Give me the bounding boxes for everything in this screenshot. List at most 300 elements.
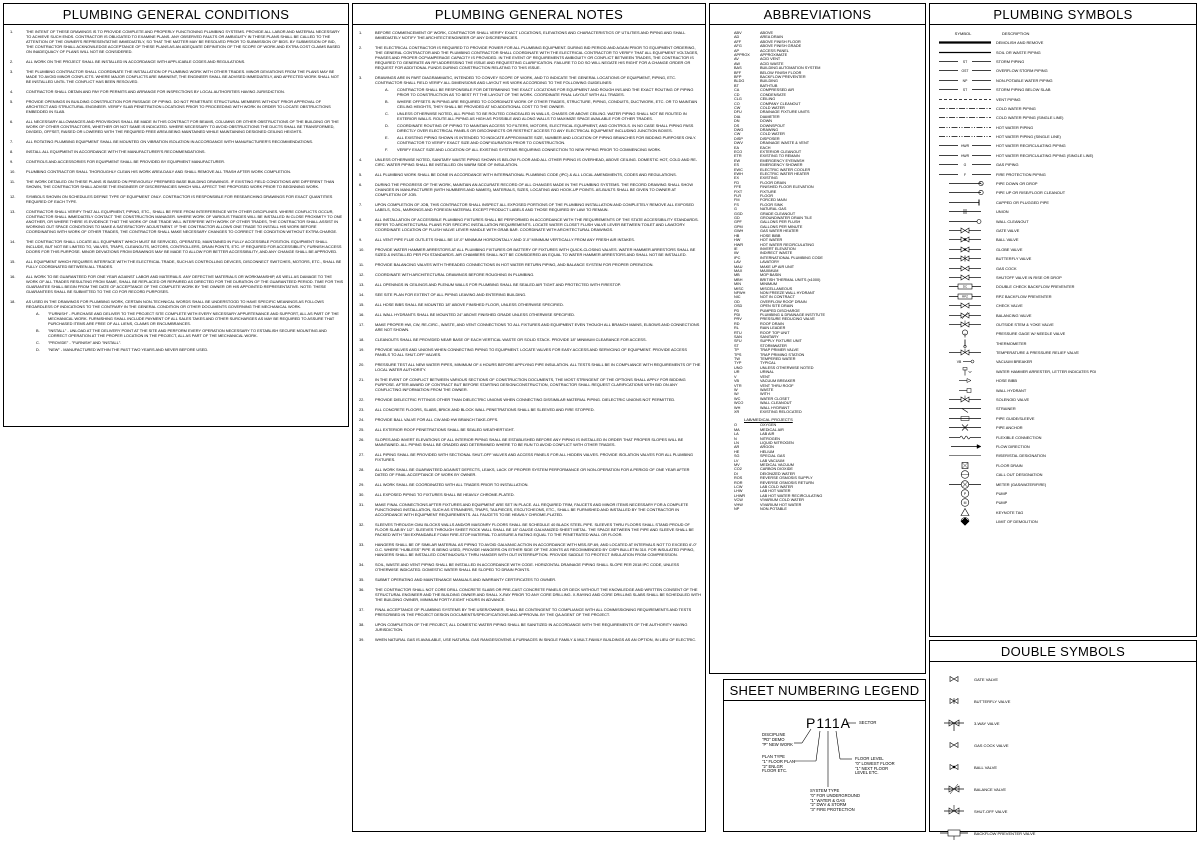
symbol-description: HOSE BIBB <box>996 378 1017 384</box>
note-number: 12. <box>359 272 365 277</box>
note-text: PROVIDE BALL VALVE FOR ALL CW AND HW BRANCH TAKE-OFFS. <box>375 417 499 422</box>
abbreviation-meaning: ACCESS PANEL <box>760 48 789 53</box>
abbreviation-meaning: CEILING <box>760 97 776 102</box>
abbreviation-meaning: DOWNSPOUT <box>760 123 786 128</box>
symbol-description: HOT WATER RECIRCULATING PIPING <box>996 143 1066 149</box>
general-notes-list <box>353 25 705 642</box>
abbreviation-meaning: TEMPERED WATER <box>760 357 796 362</box>
svg-text:HWR: HWR <box>960 153 970 158</box>
abbreviation-key: MV <box>734 463 740 467</box>
symbol-row <box>930 479 1196 488</box>
legend-line: LEVEL ETC. <box>855 770 879 776</box>
double-symbol-glyph <box>934 780 974 798</box>
note-text: WHEN NATURAL GAS IS AVAILABLE, USE NATURAL GAS RANGES/OVENS & FURNACES IN SINGLE FAMILY & MULT-FAMILY BUILDINGS AS AN OPTION, IN LIEU OF ELECTRIC. <box>375 637 697 642</box>
symbol-description: COLD WATER PIPING (SINGLE LINE) <box>996 115 1064 121</box>
wha-symbol-icon <box>935 367 995 376</box>
symbol-description: BALL VALVE <box>996 237 1019 243</box>
symbol-description: STORM PIPING <box>996 58 1025 64</box>
note-text: THE ELECTRICAL CONTRACTOR IS REQUIRED TO PROVIDE POWER FOR ALL PLUMBING EQUIPMENT. DURING BID PERIOD AND AGAIN PRIOR TO EQUIPMENT ORDERING, THE GENERAL CONTRACTOR AND THE PLUMBING CONTRACTOR SHALL COORDINATE WITH THE ELECTRICAL CONTRACTOR TO VERIFY THAT ALL EQUIPMENT VOLTAGES, PHASES AND PROPER OCP/AMPERAGE CAPACITY IS PROVIDED. IN THE EVENT OF REQUIREMENTS AMBIGUITY OR CONFLICT BETWEEN TRADES, THE CONTRACTOR IS REQUIRED TO GENERATE AN RFI ADDRESSING THE ISSUE AND REQUESTING CLARIFICATION. FAILURE TO DO SO WILL NEGATE HIS RIGHT FOR A CHANGE ORDER OR REQUEST FOR ADDITIONAL FUNDS DURING CONSTRUCTION RELATING TO THIS ISSUE. <box>375 45 699 70</box>
abbreviation-meaning: FORCED MAIN <box>760 198 787 203</box>
condition-item <box>8 159 344 164</box>
symbol-description: DOUBLE CHECK BACKFLOW PREVENTER <box>996 284 1075 290</box>
symbol-row <box>930 179 1196 188</box>
double-symbols-panel <box>929 640 1197 836</box>
symbol-row <box>930 151 1196 160</box>
abbreviation-key: VB <box>734 379 740 384</box>
note-item <box>357 587 701 602</box>
condition-text: PLUMBING CONTRACTOR SHALL THOROUGHLY CLEAN HIS WORK AREA DAILY AND SHALL REMOVE ALL TRASH AFTER WORK COMPLETION. <box>26 169 291 174</box>
solid-symbol-icon <box>935 48 995 57</box>
note-item <box>357 452 701 462</box>
note-item <box>357 482 701 487</box>
np-symbol-icon <box>935 76 995 85</box>
condition-item <box>8 69 344 84</box>
note-number: 31. <box>359 502 365 507</box>
symbol-glyph <box>934 414 996 423</box>
symbol-glyph <box>934 292 996 301</box>
condition-text: CONTRACTOR SHALL OBTAIN AND PAY FOR PERMITS AND ARRANGE FOR INSPECTIONS BY LOCAL AUTHORITIES HAVING JURISDICTION. <box>26 89 285 94</box>
abbreviation-meaning: ACID WASTE <box>760 61 784 66</box>
abbreviation-meaning: RAIN LEADER <box>760 326 786 331</box>
condition-number: 8. <box>10 149 14 154</box>
condition-item <box>8 29 344 54</box>
symbol-glyph <box>934 170 996 179</box>
svg-text:RPZ: RPZ <box>962 294 968 299</box>
abbreviation-meaning: GROUNDWATER DRAIN TILE <box>760 216 813 221</box>
note-sub-letter: C. <box>385 111 389 116</box>
lab-projects-heading: LAB/MEDICAL PROJECTS <box>744 417 793 423</box>
legend-line: SYSTEM TYPE <box>810 788 840 793</box>
abbreviation-key: OSD <box>734 304 743 309</box>
legend-line: FLOOR ETC. <box>762 768 788 774</box>
note-text: ALL VENT PIPE FLUE OUTLETS SHALL BE 10'-0" MINIMUM HORIZONTALLY AND 3'-0" MINIMUM VERTICALLY FROM ANY FRESH AIR INTAKES. <box>375 237 635 242</box>
symbol-row <box>930 385 1196 394</box>
abbreviation-key: RD <box>734 321 740 326</box>
abbreviation-key: LHWR <box>734 493 746 498</box>
abbreviation-key: AW <box>734 61 740 66</box>
condition-number: 11. <box>10 179 16 184</box>
note-item <box>357 437 701 447</box>
symbol-row <box>930 94 1196 103</box>
double-symbol-glyph <box>934 758 974 776</box>
condition-sub-list <box>26 311 344 352</box>
abbreviation-meaning: MAXIMUM <box>760 268 779 273</box>
condition-text: SYMBOLS SHOWN ON SCHEDULES DEFINE TYPE OF EQUIPMENT ONLY. CONTRACTOR IS RESPONSIBLE FOR RESEARCHING DRAWINGS FOR EXACT QUANTITIES REQUIRED OF EACH TYPE. <box>26 194 333 204</box>
symbol-description: METER (GAS/WATER/FIRE) <box>996 481 1047 487</box>
note-number: 24. <box>359 417 365 422</box>
note-item <box>357 542 701 557</box>
abbreviation-meaning: URINAL <box>760 370 774 375</box>
abbreviation-key: DFU <box>734 110 742 115</box>
double-symbol-row <box>930 822 1196 844</box>
abbreviation-key: ROR <box>734 480 743 485</box>
abbreviation-meaning: TRAP PRIMER VALVE <box>760 348 799 353</box>
symbol-description: KEYNOTE TAG <box>996 509 1024 515</box>
abbreviation-meaning: ELECTRIC WATER COOLER <box>760 167 811 172</box>
condition-text: THE CONTRACTOR SHALL LOCATE ALL EQUIPMENT WHICH MUST BE SERVICED, OPERATED, MAINTAINED IN FULLY ACCESSIBLE POSITION. EQUIPMENT SHALL INCLUDE, BUT NOT BE LIMITED TO, VALVES, TRAPS, CLEANOUTS, MOTORS, CONTROLLERS, DRAIN POINTS, ETC. IF REQUIRED FOR ACCESSIBILITY, FURNISH ACCESS DOORS FOR THIS PURPOSE. MINOR DEVIATIONS FROM DRAWINGS MAY BE MADE TO ALLOW FOR BETTER ACCESSIBILITY, AND ANY CHANGE SHALL BE APPROVED. <box>26 239 342 254</box>
abbreviation-meaning: BRITISH THERMAL UNITS (x1000) <box>760 277 821 282</box>
note-text: ALL EXPOSED PIPING TO FIXTURES SHALL BE HEAVILY CHROME-PLATED. <box>375 492 515 497</box>
double-symbol-row <box>930 756 1196 778</box>
ost-symbol-icon <box>935 66 995 75</box>
abbreviation-key: CO2 <box>734 467 742 472</box>
note-text: PROVIDE DIELECTRIC FITTINGS OTHER THAN DIELECTRIC UNIONS WHEN CONNECTING DISSIMILAR MATERIAL PIPING. DIELECTRIC UNIONS NOT PERMITTED. <box>375 397 676 402</box>
abbreviation-key: MISC <box>734 286 744 291</box>
general-conditions-list <box>4 25 348 352</box>
double-symbol-glyph <box>934 736 974 754</box>
note-item <box>357 337 701 342</box>
symbol-glyph <box>934 348 996 357</box>
abbreviation-key: AR <box>734 445 740 450</box>
double-symbol-description: GATE VALVE <box>974 676 999 682</box>
condition-sub-text: "NEW" - MANUFACTURED WITHIN THE PAST TWO YEARS AND NEVER BEFORE USED. <box>48 347 209 352</box>
abbreviation-meaning: DISPOSER <box>760 136 780 141</box>
note-item <box>357 237 701 242</box>
st-symbol-icon <box>935 57 995 66</box>
double-symbol-glyph <box>934 670 974 688</box>
symbol-glyph <box>934 235 996 244</box>
note-number: 13. <box>359 282 365 287</box>
abbreviation-key: CO <box>734 101 740 106</box>
abbreviation-key: RTU <box>734 330 742 335</box>
abbreviation-meaning: APPROXIMATE <box>760 53 788 58</box>
svg-text:VB: VB <box>956 360 962 365</box>
abbreviation-row <box>734 507 921 511</box>
abbreviation-meaning: EMERGENCY SHOWER <box>760 163 803 168</box>
symbol-description: PUMP <box>996 500 1008 506</box>
symbol-description: THERMOMETER <box>996 340 1027 346</box>
note-item <box>357 302 701 307</box>
note-text: PROVIDE VALVES AND UNIONS WHEN CONNECTING PIPING TO EQUIPMENT. LOCATE VALVES FOR EASY ACCESS AND SERVICING OF EQUIPMENT. PROVIDE ACCESS PANELS TO ALL SHUT-OFF VALVES. <box>375 347 687 357</box>
abbreviation-meaning: PLUMBING & DRAINAGE INSTITUTE <box>760 313 825 317</box>
gate-symbol-icon <box>936 670 972 688</box>
symbol-glyph <box>934 123 996 132</box>
dash-symbol-icon <box>935 95 995 104</box>
abbreviation-meaning: BUILDING <box>760 79 778 84</box>
hb-symbol-icon <box>935 376 995 385</box>
note-text: ALL OPENINGS IN CEILINGS AND PLENUM WALLS FOR PLUMBING SHALL BE SEALED AIR TIGHT AND PROTECTED WITH FIRESTOP. <box>375 282 621 287</box>
abbreviation-key: AP <box>734 48 740 53</box>
abbreviation-key: MIN <box>734 282 741 287</box>
note-number: 21. <box>359 377 365 382</box>
condition-text: PROVIDE OPENINGS IN BUILDING CONSTRUCTION FOR PASSAGE OF PIPING. DO NOT PENETRATE STRUCTURAL MEMBERS WITHOUT PRIOR APPROVAL OF ARCHITECT AND STRUCTURAL ENGINEER. VERIFY SLAB PENETRATION LOCATIONS PRIOR TO PROCEEDING WITH WORK IN ORDER TO LOCATE OBSTRUCTIONS EMBEDDED IN SLAB. <box>26 99 331 114</box>
symbol-glyph <box>934 57 996 66</box>
note-text: ALL WALL HYDRANTS SHALL BE MOUNTED 24" ABOVE FINISHED GRADE UNLESS OTHERWISE SPECIFIED. <box>375 312 576 317</box>
symbol-description: PIPE ANCHOR <box>996 425 1023 431</box>
globe-symbol-icon <box>935 245 995 254</box>
abbreviation-meaning: LIQUID NITROGEN <box>760 440 794 445</box>
abbreviation-meaning: BATHTUB <box>760 83 778 88</box>
note-sub-item <box>385 135 701 145</box>
symbol-glyph <box>934 404 996 413</box>
abbreviation-key: AFG <box>734 44 742 49</box>
note-number: 7. <box>359 202 363 207</box>
double-symbol-description: BALANCE VALVE <box>974 786 1007 792</box>
legend-plan-type <box>762 755 795 774</box>
symbol-glyph <box>934 508 996 517</box>
abbreviation-key: DWV <box>734 141 743 146</box>
abbreviation-key: XR <box>734 409 740 414</box>
note-text: ALL PLUMBING WORK SHALL BE DONE IN ACCORDANCE WITH INTERNATIONAL PLUMBING CODE (IPC) & ALL LOCAL AMENDMENTS, CODES AND REGULATIONS. <box>375 172 677 177</box>
symbol-glyph <box>934 470 996 479</box>
symbol-glyph <box>934 38 996 47</box>
abbreviation-key: VHW <box>734 502 743 507</box>
condition-text: CONTROLS AND ACCESSORIES FOR EQUIPMENT SHALL BE PROVIDED BY EQUIPMENT MANUFACTURER. <box>26 159 225 164</box>
abbreviation-meaning: COMPANY CLEANOUT <box>760 101 801 106</box>
note-item <box>357 30 701 40</box>
note-sub-text: UNLESS OTHERWISE NOTED, ALL PIPING TO BE ROUTED CONCEALED IN WALLS, CHASES OR ABOVE CEILING. WATER PIPING SHALL NOT BE ROUTED IN EXTERIOR WALLS. ROUTE ALL PIPING AS HIGH AS POSSIBLE AND ALONG WALLS TO MAXIMIZE SPACE AVAILABLE FOR OTHER TRADES. <box>397 111 687 121</box>
symbol-glyph <box>934 104 996 113</box>
condition-number: 7. <box>10 139 14 144</box>
note-item <box>357 362 701 372</box>
abbreviation-meaning: MOP BASIN <box>760 273 782 278</box>
symbol-description: OUTSIDE STEM & YOKE VALVE <box>996 321 1054 327</box>
abbreviation-meaning: MAKE UP AIR UNIT <box>760 264 795 269</box>
double-symbol-glyph <box>934 824 974 842</box>
symbol-description: OVERFLOW STORM PIPING <box>996 68 1048 74</box>
note-item <box>357 262 701 267</box>
note-number: 39. <box>359 637 365 642</box>
note-text: ALL INSTALLATION OF ACCESSIBLE PLUMBING FIXTURES SHALL BE PERFORMED IN ACCORDANCE WITH THE REQUIREMENTS OF THE STATE ACCESSIBILITY STANDARDS. REFER TO ARCHITECTURAL PLANS FOR SPECIFIC INSTALLATION REQUIREMENTS. LOCATE WATER CLOSET FLUSH VALVE LEVER BETWEEN TOILET AND LAVATORY. COORDINATE LOCATION OF FLUSH VALVE LEVER HANDLE WITH GRAB BAR. COORDINATE WITH ARCHITECTURAL DRAWINGS. <box>375 217 699 232</box>
abbreviation-meaning: LAB HOT WATER RECIRCULATING <box>760 493 823 498</box>
note-number: 20. <box>359 362 365 367</box>
abbreviation-meaning: NON FREEZE WALL HYDRANT <box>760 290 815 295</box>
abbreviation-key: V <box>734 374 737 379</box>
general-conditions-panel <box>3 3 349 427</box>
abbreviation-meaning: DEIONIZED WATER <box>760 471 796 476</box>
abbreviation-key: MBH <box>734 277 743 282</box>
symbol-row <box>930 451 1196 460</box>
symbol-description: WALL CLEANOUT <box>996 218 1029 224</box>
abbreviation-meaning: ROOF DRAIN <box>760 321 784 326</box>
legend-line: "0" FOR UNDERGROUND <box>810 792 860 798</box>
abbreviation-key: FM <box>734 198 740 203</box>
abbreviation-meaning: EXISTING RELOCATED <box>760 409 802 414</box>
note-sub-item <box>385 87 701 97</box>
g-symbol-icon <box>935 160 995 169</box>
symbol-row <box>930 38 1196 47</box>
abbreviation-key: ES <box>734 163 740 168</box>
sheet-numbering-legend-panel <box>723 679 926 832</box>
abbreviation-meaning: DIAMETER <box>760 114 780 119</box>
condition-text: INSTALL ALL EQUIPMENT IN ACCORDANCE WITH THE MANUFACTURER'S RECOMMENDATIONS. <box>26 149 206 154</box>
abbreviation-meaning: EMERGENCY EYEWASH <box>760 158 805 163</box>
condition-item <box>8 119 344 134</box>
double-symbols-title: DOUBLE SYMBOLS <box>930 641 1196 662</box>
hwr-symbol-icon <box>935 141 995 150</box>
condition-number: 16. <box>10 274 16 279</box>
abbreviation-key: HWR <box>734 242 744 247</box>
abbreviation-meaning: OVERFLOW ROOF DRAIN <box>760 299 807 304</box>
note-text: ALL CONCRETE FLOORS, SLABS, BRICK AND BLOCK WALL PENETRATIONS SHALL BE SLEEVED AND FIRE STOPPED. <box>375 407 595 412</box>
note-number: 14. <box>359 292 365 297</box>
symbol-glyph <box>934 254 996 263</box>
abbreviation-key: ABV <box>734 31 742 35</box>
note-sub-text: VERIFY EXACT SIZE AND LOCATION OF ALL EXISTING SYSTEMS REQUIRING CONNECTION TO NEW PIPING PRIOR TO COMMENCING WORK. <box>397 147 662 152</box>
abbreviation-key: TW <box>734 357 740 362</box>
symbol-glyph <box>934 329 996 338</box>
note-text: MAKE FINAL CONNECTIONS AFTER FIXTURES AND EQUIPMENT ARE SET IN PLACE. ALL REQUIRED TRIM, FAUCETS AND MINOR ITEMS NECESSARY FOR A COMPLETE FUNCTIONING INSTALLATION, SUCH AS STRAINERS, TRAPS, TAILPIECES, ESCUTCHEONS, ETC., SHALL BE FURNISHED AND INSTALLED BY THE CONTRACTOR IN ACCORDANCE WITH EQUIPMENT REQUIREMENTS. ALL FAUCETS TO BE HEAVILY CHROME-PLATED. <box>375 502 689 517</box>
symbol-glyph <box>934 498 996 507</box>
symbol-row <box>930 423 1196 432</box>
abbreviation-meaning: WALL HYDRANT <box>760 405 790 410</box>
abbreviation-meaning: WITH <box>760 392 770 397</box>
note-sub-letter: B. <box>385 99 389 104</box>
abbreviation-key: TP <box>734 348 739 353</box>
abbreviation-key: BT <box>734 83 739 88</box>
legend-line: DISCIPLINE <box>762 732 786 737</box>
abbreviation-key: PDI <box>734 313 741 317</box>
note-number: 15. <box>359 302 365 307</box>
condition-text: THE WORK DETAILED ON THESE PLANS IS BASED ON PREVIOUSLY PREPARED BASE BUILDING DRAWINGS. IF EXISTING FIELD CONDITIONS ARE DIFFERENT THAN SHOWN, THE CONTRACTOR SHALL ADVISE THE ENGINEER OF DISCREPANCIES WHICH WILL AFFECT THE PROPOSED WORK PRIOR TO BEGINNING WORK. <box>26 179 335 189</box>
abbreviation-meaning: WASTE <box>760 387 774 392</box>
abbreviation-key: CW <box>734 105 741 110</box>
note-item <box>357 272 701 277</box>
symbol-glyph <box>934 85 996 94</box>
abbreviation-meaning: BELOW FINISH FLOOR <box>760 70 802 75</box>
note-text: ALL WORK SHALL BE GUARANTEED AGAINST DEFECTS, LEAKS, LACK OF PROPER SYSTEM PERFORMANCE OR NON-OPERATION FOR A PERIOD OF ONE YEAR AFTER DATED OF FINAL ACCEPTANCE OF WORK BY OWNER. <box>375 467 690 477</box>
abbreviation-meaning: FLOOR DRAIN <box>760 180 786 185</box>
symbol-description: LIMIT OF DEMOLITION <box>996 519 1038 525</box>
abbreviation-key: WC <box>734 396 741 401</box>
note-number: 27. <box>359 452 365 457</box>
symbol-description: VENT PIPING <box>996 96 1021 102</box>
note-number: 25. <box>359 427 365 432</box>
symbol-glyph <box>934 339 996 348</box>
symbol-row <box>930 292 1196 301</box>
abbreviation-key: LAV <box>734 260 741 265</box>
symbol-description: PIPE GUIDE/SLEEVE <box>996 415 1035 421</box>
abbreviation-meaning: FLOOR SINK <box>760 202 783 207</box>
abbreviation-key: EA <box>734 145 740 150</box>
condition-sub-letter: B. <box>36 328 40 333</box>
symbol-glyph <box>934 95 996 104</box>
symbol-description: SOIL OR WASTE PIPING <box>996 49 1041 55</box>
condition-item <box>8 139 344 144</box>
abbreviation-meaning: LAB VACUUM <box>760 458 785 463</box>
note-text: SLOPES AND INVERT ELEVATIONS OF ALL INTERIOR PIPING SHALL BE ESTABLISHED BEFORE ANY PIPING IS INSTALLED IN ORDER THAT PROPER SLOPES WILL BE MAINTAINED. ALL PIPING SHALL BE GRADED AND DETERMINED WHERE TO BE RUN TO AVOID CONFLICT WITH OTHER TRADES. <box>375 437 684 447</box>
abbreviation-meaning: MEDICAL VACUUM <box>760 463 794 467</box>
svg-text:NP: NP <box>962 78 968 83</box>
abbreviation-meaning: ACID VENT <box>760 57 781 62</box>
ball-symbol-icon <box>936 758 972 776</box>
condition-number: 9. <box>10 159 14 164</box>
abbreviation-meaning: EXISTING <box>760 176 778 181</box>
abbreviation-meaning: DRAINAGE WASTE & VENT <box>760 141 810 146</box>
note-item <box>357 577 701 582</box>
abbreviation-meaning: VENT <box>760 374 771 379</box>
abbreviation-meaning: TRAP PRIMING STATION <box>760 352 805 357</box>
symbol-row <box>930 273 1196 282</box>
condition-number: 6. <box>10 119 14 124</box>
symbol-glyph <box>934 217 996 226</box>
double-symbol-row <box>930 668 1196 690</box>
symbol-description: RISER/STAL DESIGNATION <box>996 453 1046 459</box>
symbol-row <box>930 132 1196 141</box>
note-number: 10. <box>359 247 365 252</box>
abbreviation-meaning: GAS WATER HEATER <box>760 229 799 234</box>
dcbp-symbol-icon <box>935 282 995 291</box>
double-symbol-glyph <box>934 714 974 732</box>
abbreviation-key: MAX <box>734 268 743 273</box>
note-number: 28. <box>359 467 365 472</box>
symbol-row <box>930 254 1196 263</box>
note-item <box>357 282 701 287</box>
abbreviation-key: G <box>734 207 737 212</box>
abbreviation-meaning: FLOOR <box>760 194 774 199</box>
symbol-glyph <box>934 264 996 273</box>
svg-text:ST: ST <box>962 59 968 64</box>
note-number: 8. <box>359 217 363 222</box>
symbol-row <box>930 461 1196 470</box>
note-text: FINAL ACCEPTANCE OF PLUMBING SYSTEMS BY THE USER/OWNER, SHALL BE CONTINGENT TO COMPLIANCE WITH ALL COMMISSIONING REQUIREMENTS AND TESTS PRESCRIBED IN THE PROJECT DESIGN DOCUMENTS/SPECIFICATIONS AND APPROVAL BY THE QA AGENT OF THE PROJECT. <box>375 607 692 617</box>
condition-item <box>8 194 344 204</box>
abbreviation-key: GPM <box>734 224 743 229</box>
symbol-row <box>930 207 1196 216</box>
symbol-description: FLEXIBLE CONNECTION <box>996 434 1042 440</box>
note-item <box>357 292 701 297</box>
note-number: 26. <box>359 437 365 442</box>
symbol-description: SHUTOFF VALVE IN RISE OR DROP <box>996 274 1062 280</box>
abbreviation-key: FLR <box>734 194 742 199</box>
abbreviation-key: BLDG <box>734 79 745 84</box>
abbreviation-key: AV <box>734 57 739 62</box>
double-symbol-glyph <box>934 802 974 820</box>
svg-text:ST: ST <box>962 87 968 92</box>
strainer-symbol-icon <box>935 404 995 413</box>
condition-sub-letter: A. <box>36 311 40 316</box>
note-number: 16. <box>359 312 365 317</box>
abbreviation-meaning: NATURAL GAS <box>760 207 787 212</box>
legend-sector: SECTOR <box>859 720 877 725</box>
abbreviation-key: LCW <box>734 485 743 490</box>
note-sub-letter: D. <box>385 123 389 128</box>
dashdot-symbol-icon <box>935 113 995 122</box>
legend-line: "2" ENLGR <box>762 763 783 769</box>
legend-line: FLOOR LEVEL <box>855 756 884 761</box>
abbreviation-key: MB <box>734 273 740 278</box>
symbol-glyph <box>934 367 996 376</box>
note-item <box>357 247 701 257</box>
symbol-row <box>930 160 1196 169</box>
symbol-glyph <box>934 188 996 197</box>
condition-item <box>8 149 344 154</box>
symbol-row <box>930 216 1196 225</box>
abbreviation-key: WCO <box>734 401 744 406</box>
abbreviation-meaning: ABOVE <box>760 31 774 35</box>
abbreviation-meaning: WALL CLEANOUT <box>760 401 792 406</box>
note-text: IN THE EVENT OF CONFLICT BETWEEN VARIOUS SECTIONS OF CONSTRUCTION DOCUMENTS, THE MOST STRINGENT OF THE OPTIONS SHALL APPLY FOR BIDDING PURPOSE. AFTER AWARD OF CONTRACT BUT BEFORE STARTING DESIGN/CONSTRUCTION, CONTRACTOR SHALL REQUEST CLARIFICATIONS WITH BID ON ANY CONFLICTING INFORMATION FROM THE OWNER. <box>375 377 686 392</box>
3way-symbol-icon <box>936 714 972 732</box>
abbreviation-meaning: GALLONS PER MINUTE <box>760 224 803 229</box>
abbreviation-key: CA <box>734 88 740 93</box>
double-symbol-row <box>930 690 1196 712</box>
condition-sub-item <box>36 311 344 326</box>
abbreviation-key: VCW <box>734 498 743 503</box>
symbol-row <box>930 66 1196 75</box>
demo-symbol-icon <box>935 38 995 47</box>
abbreviation-key: SFU <box>734 339 742 344</box>
abbreviation-meaning: ARGON <box>760 445 774 450</box>
symbol-description: NON-POTABLE WATER PIPING <box>996 77 1053 83</box>
note-item <box>357 502 701 517</box>
abbreviation-meaning: INDIRECT WASTE <box>760 251 793 256</box>
symbol-row <box>930 329 1196 338</box>
condition-number: 4. <box>10 89 14 94</box>
condition-number: 18. <box>10 299 16 304</box>
symbol-description: WALL HYDRANT <box>996 387 1027 393</box>
note-text: UPON COMPLETION OF THE PROJECT, ALL DOMESTIC WATER PIPING SHALL BE SANITIZED IN ACCORDANCE WITH THE REQUIREMENTS OF THE AUTHORITY HAVING JURISDICTION. <box>375 622 688 632</box>
